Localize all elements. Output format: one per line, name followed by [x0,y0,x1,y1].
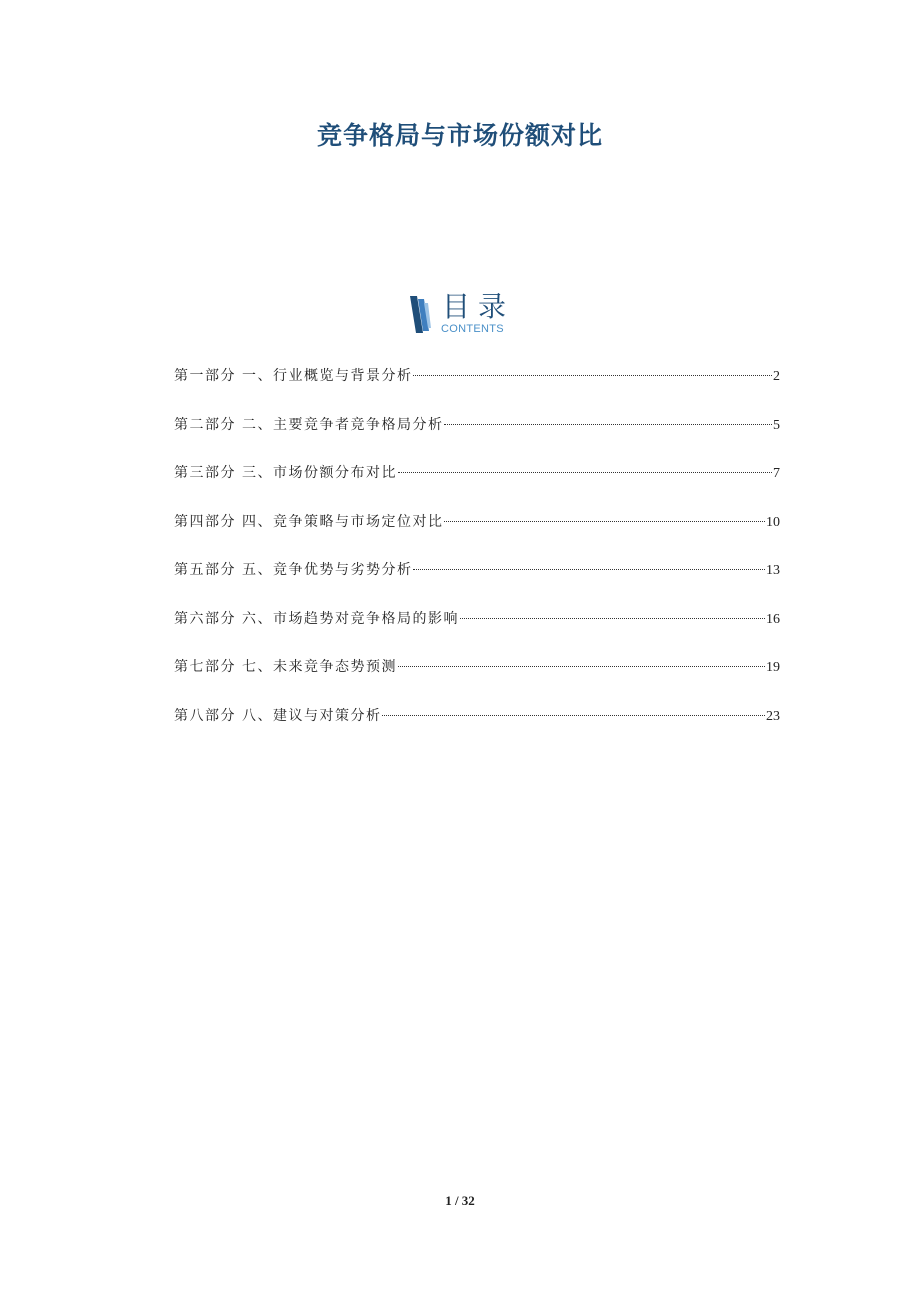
toc-entry-label: 第八部分 八、建议与对策分析 [174,707,382,724]
toc-entry-page: 10 [766,514,780,530]
toc-leader-dots [382,715,765,716]
toc-entry-page: 5 [773,417,780,433]
toc-entry[interactable] [174,366,780,415]
book-icon [408,295,432,335]
toc-entry[interactable] [174,560,780,609]
toc-entry-page: 13 [766,563,780,578]
toc-entry-page: 16 [766,611,780,627]
toc-entry-label: 第一部分 一、行业概览与背景分析 [174,368,413,384]
toc-entry[interactable] [174,512,780,561]
document-title: 竞争格局与市场份额对比 [316,121,603,150]
toc-heading: 目录 [442,290,515,323]
toc-entry-page: 7 [773,466,780,481]
toc-subheading: CONTENTS [441,323,504,335]
toc-entry-page: 23 [766,708,780,724]
toc-entry-label: 第四部分 四、竞争策略与市场定位对比 [174,513,444,530]
toc-entry-label: 第三部分 三、市场份额分布对比 [174,465,397,481]
toc-leader-dots [413,375,772,376]
toc-entry-label: 第二部分 二、主要竞争者竞争格局分析 [174,416,444,433]
toc-entry[interactable] [174,463,780,512]
toc-leader-dots [398,472,772,473]
toc-entry-label: 第六部分 六、市场趋势对竞争格局的影响 [174,610,459,627]
toc-leader-dots [413,569,765,570]
toc-entry[interactable] [174,657,780,706]
toc-header [408,292,528,342]
toc-entry-page: 19 [766,660,780,675]
toc-list [174,366,780,754]
page-indicator: 1 / 32 [445,1193,475,1208]
toc-leader-dots [444,424,772,425]
toc-entry[interactable] [174,706,780,755]
toc-entry-label: 第五部分 五、竞争优势与劣势分析 [174,562,413,578]
toc-entry-label: 第七部分 七、未来竞争态势预测 [174,659,397,675]
toc-leader-dots [398,666,765,667]
toc-leader-dots [444,521,765,522]
toc-leader-dots [460,618,765,619]
toc-entry[interactable] [174,415,780,464]
toc-entry[interactable] [174,609,780,658]
toc-entry-page: 2 [773,369,780,384]
